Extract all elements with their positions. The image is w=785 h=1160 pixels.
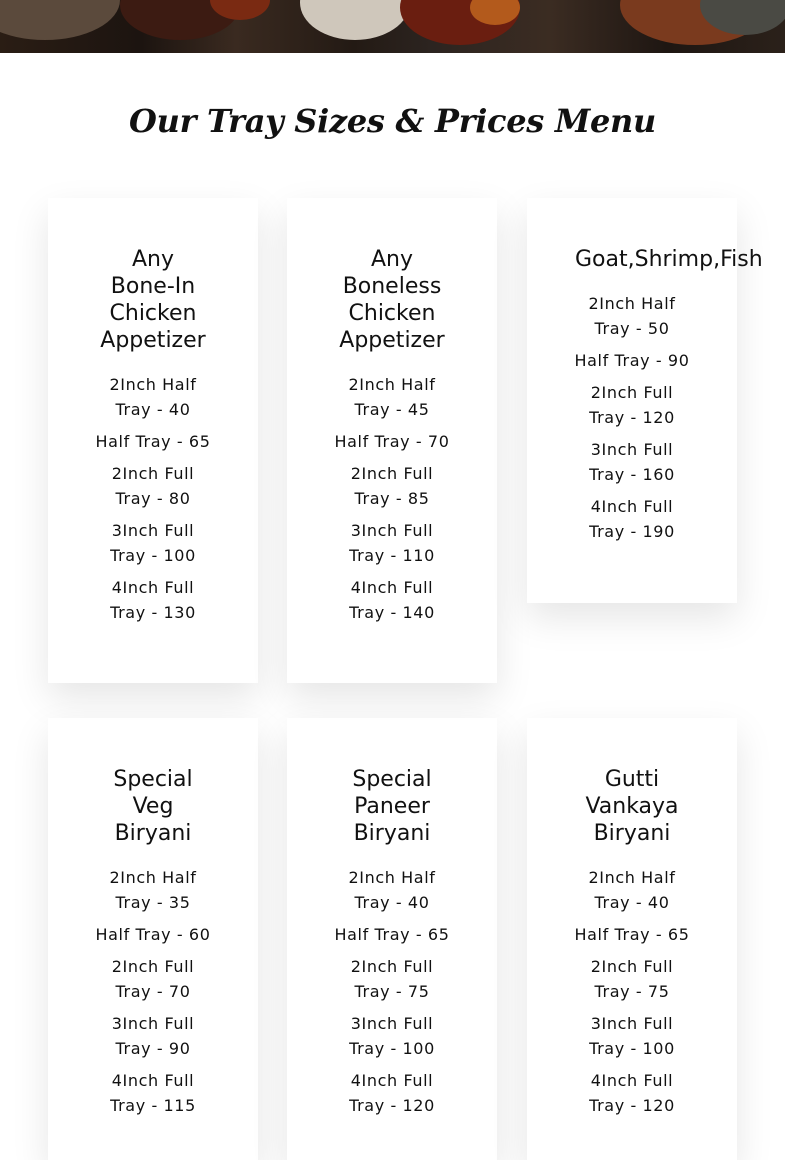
price-item: 3Inch Full Tray - 90 — [111, 1014, 195, 1058]
price-item: 2Inch Half Tray - 40 — [109, 375, 197, 419]
card-title: Gutti Vankaya Biryani — [585, 767, 679, 846]
price-item: 3Inch Full Tray - 160 — [589, 440, 675, 484]
price-list — [287, 865, 497, 1118]
price-item: 4Inch Full Tray - 120 — [349, 1071, 435, 1115]
price-list — [527, 865, 737, 1118]
price-list — [527, 291, 737, 544]
price-item: 2Inch Half Tray - 50 — [588, 294, 676, 338]
price-item: 4Inch Full Tray - 115 — [110, 1071, 196, 1115]
menu-card-special-veg-biryani — [48, 718, 258, 1160]
price-item: Half Tray - 70 — [334, 432, 450, 451]
price-item: 3Inch Full Tray - 110 — [349, 521, 435, 565]
price-item: 2Inch Full Tray - 85 — [350, 464, 434, 508]
price-item: 4Inch Full Tray - 140 — [349, 578, 435, 622]
price-item: 2Inch Full Tray - 70 — [111, 957, 195, 1001]
card-title: Goat,Shrimp,Fish — [575, 247, 763, 272]
price-item: Half Tray - 60 — [95, 925, 211, 944]
price-item: Half Tray - 65 — [95, 432, 211, 451]
price-item: 4Inch Full Tray - 120 — [589, 1071, 675, 1115]
price-item: 2Inch Half Tray - 40 — [348, 868, 436, 912]
menu-card-goat-shrimp-fish — [527, 198, 763, 603]
price-item: 2Inch Full Tray - 80 — [111, 464, 195, 508]
price-list — [287, 372, 497, 625]
menu-card-special-paneer-biryani — [287, 718, 497, 1160]
price-item: Half Tray - 65 — [574, 925, 690, 944]
menu-card-gutti-vankaya-biryani — [527, 718, 737, 1160]
price-item: 2Inch Half Tray - 45 — [348, 375, 436, 419]
price-item: 2Inch Half Tray - 40 — [588, 868, 676, 912]
price-item: 3Inch Full Tray - 100 — [110, 521, 196, 565]
price-item: 4Inch Full Tray - 190 — [589, 497, 675, 541]
price-item: 2Inch Full Tray - 75 — [350, 957, 434, 1001]
price-item: 2Inch Half Tray - 35 — [109, 868, 197, 912]
card-title: Special Paneer Biryani — [352, 767, 432, 846]
hero-food-image — [0, 0, 785, 53]
price-item: 4Inch Full Tray - 130 — [110, 578, 196, 622]
menu-card-boneless-chicken — [287, 198, 497, 683]
card-title: Any Bone-In Chicken Appetizer — [100, 247, 206, 353]
price-list — [48, 372, 258, 625]
price-item: Half Tray - 90 — [574, 351, 690, 370]
card-title: Special Veg Biryani — [113, 767, 193, 846]
menu-card-bone-in-chicken — [48, 198, 258, 683]
price-item: 2Inch Full Tray - 75 — [590, 957, 674, 1001]
price-item: Half Tray - 65 — [334, 925, 450, 944]
price-item: 3Inch Full Tray - 100 — [349, 1014, 435, 1058]
price-item: 3Inch Full Tray - 100 — [589, 1014, 675, 1058]
page-title: Our Tray Sizes & Prices Menu — [129, 102, 656, 140]
price-item: 2Inch Full Tray - 120 — [589, 383, 675, 427]
card-title: Any Boneless Chicken Appetizer — [339, 247, 445, 353]
price-list — [48, 865, 258, 1118]
